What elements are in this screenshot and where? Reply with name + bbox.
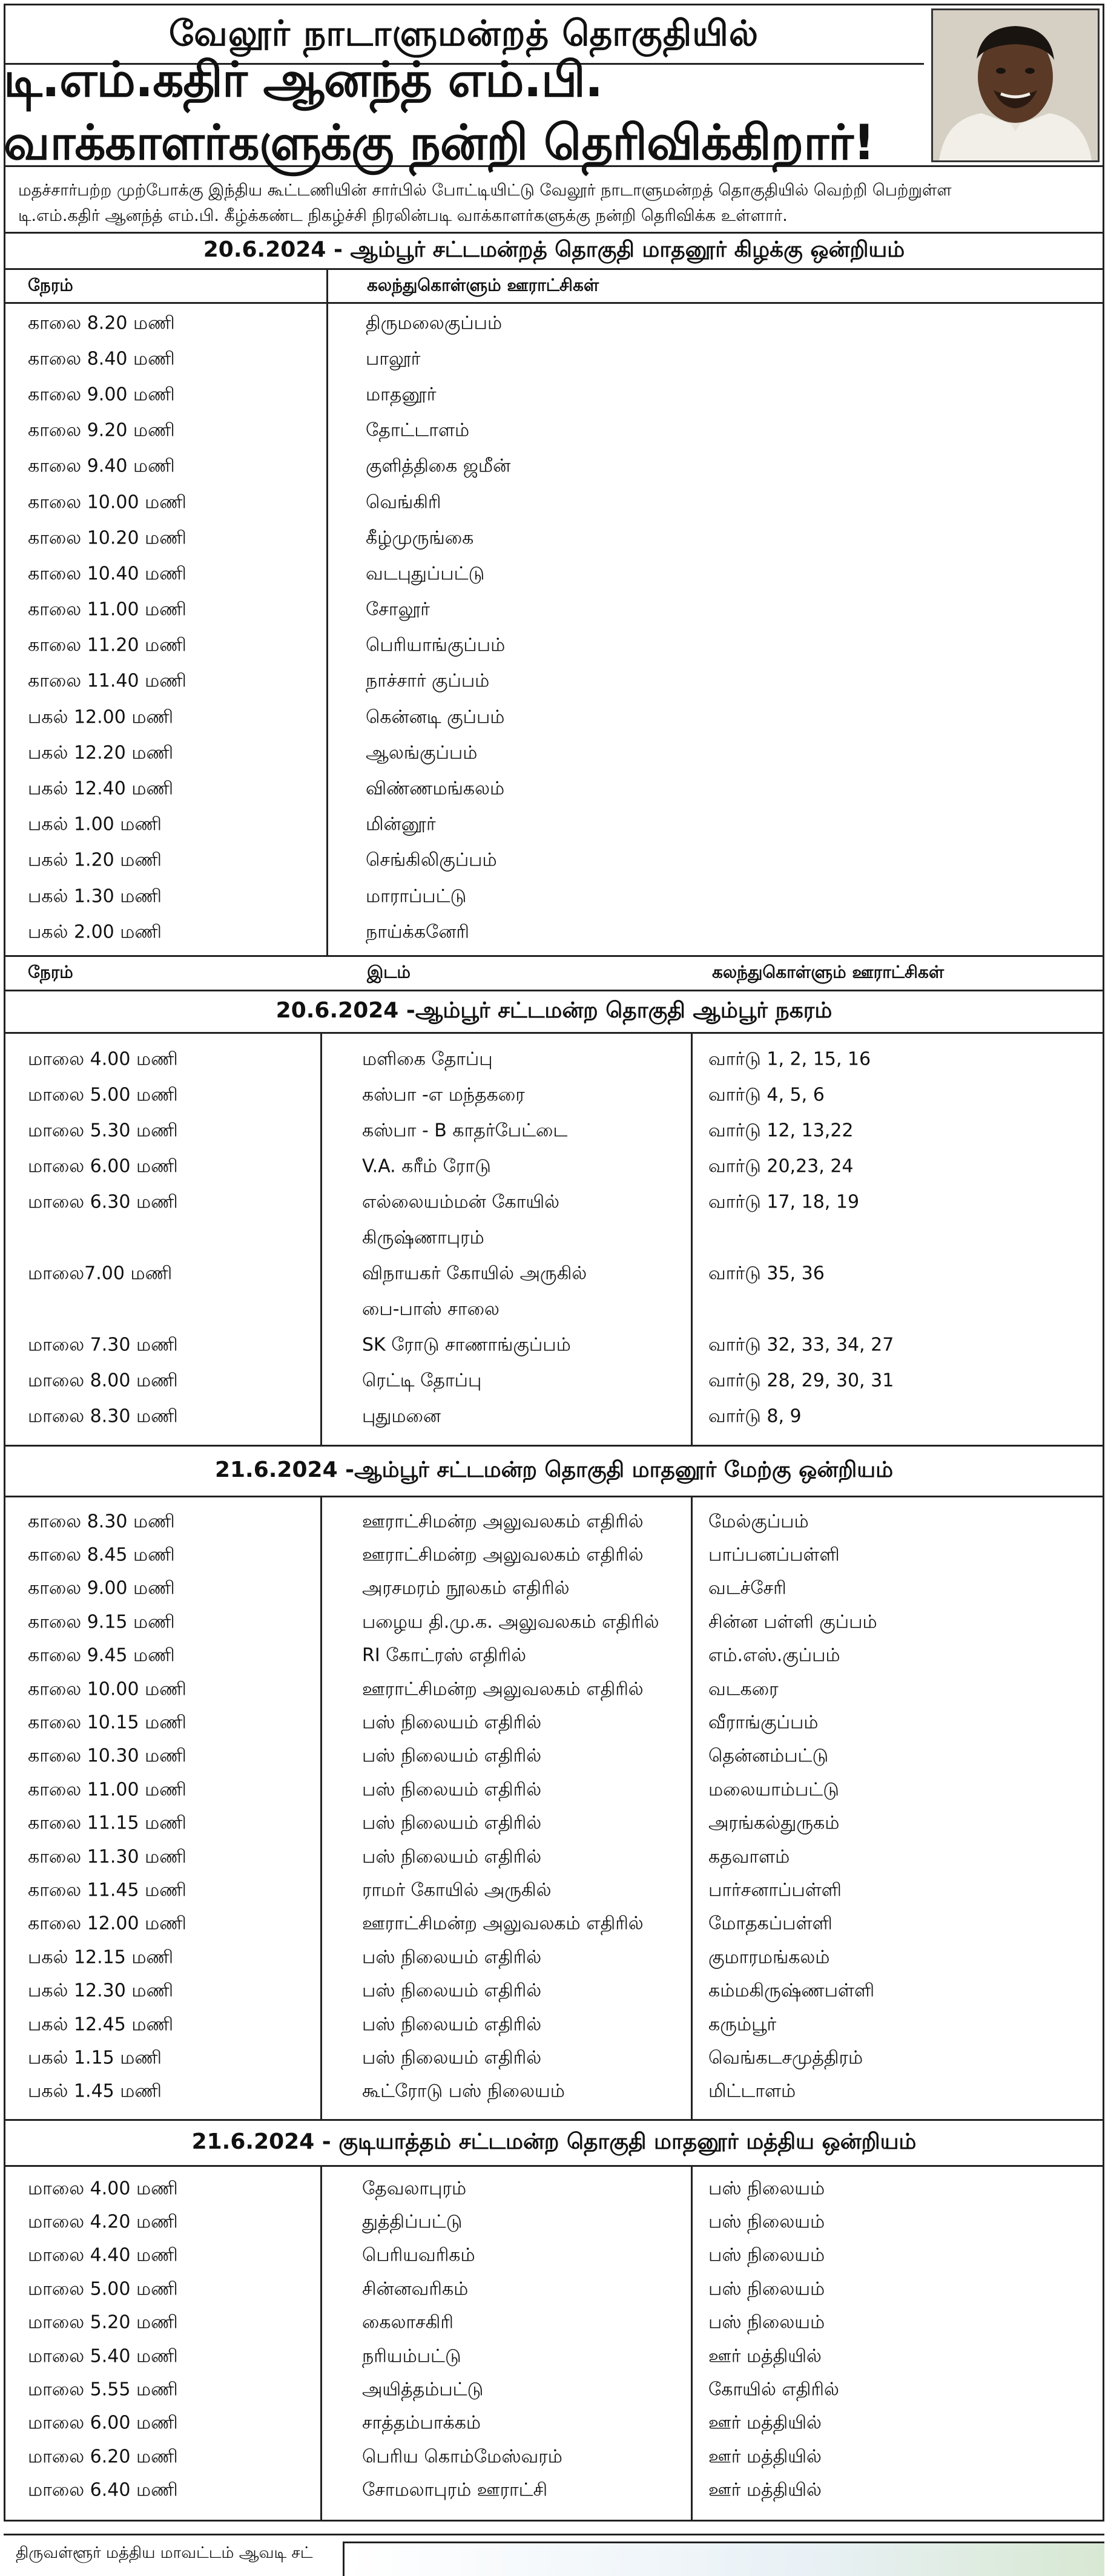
time-cell: காலை 11.15 மணி <box>28 1812 186 1834</box>
header-line-1: வேலூர் நாடாளுமன்றத் தொகுதியில் <box>4 8 924 65</box>
time-cell: பகல் 1.45 மணி <box>28 2080 162 2102</box>
intro-paragraph <box>4 167 1104 234</box>
section3-rows <box>4 1497 1104 2109</box>
village-cell: தேவலாபுரம் <box>362 2178 467 2200</box>
time-cell: காலை 8.40 மணி <box>28 348 175 370</box>
time-cell: காலை 8.45 மணி <box>28 1544 175 1566</box>
place-cell: வடபுதுப்பட்டு <box>366 563 485 585</box>
time-cell: காலை 8.30 மணி <box>28 1511 175 1533</box>
section1-row <box>4 915 1104 951</box>
time-cell: காலை 9.00 மணி <box>28 1577 175 1599</box>
location-cell: ராமர் கோயில் அருகில் <box>362 1879 552 1901</box>
section2-row <box>4 1221 1104 1257</box>
section2-row <box>4 1185 1104 1221</box>
location-cell: அரசமரம் நூலகம் எதிரில் <box>362 1577 570 1599</box>
section4-table <box>4 2167 1104 2522</box>
place-cell: கீழ்முருங்கை <box>366 527 474 549</box>
place-cell: தோட்டாளம் <box>366 419 470 441</box>
section3-row <box>4 1975 1104 2008</box>
section1-row <box>4 342 1104 378</box>
location-cell: பை-பாஸ் சாலை <box>362 1298 500 1319</box>
section4-row <box>4 2206 1104 2239</box>
village-cell: மேல்குப்பம் <box>708 1511 809 1533</box>
place-cell: கென்னடி குப்பம் <box>366 706 505 728</box>
ward-cell: வார்டு 4, 5, 6 <box>708 1084 825 1105</box>
location-cell: பஸ் நிலையம் எதிரில் <box>362 1779 542 1801</box>
village-cell: அயித்தம்பட்டு <box>362 2379 484 2400</box>
time-cell: காலை 11.00 மணி <box>28 1779 186 1801</box>
location-cell: V.A. கரீம் ரோடு <box>362 1155 491 1177</box>
time-cell: மாலை 5.55 மணி <box>28 2379 178 2400</box>
section4-rows <box>4 2167 1104 2508</box>
place-cell: பாலூர் <box>366 348 421 370</box>
village-cell: சின்ன பள்ளி குப்பம் <box>708 1611 877 1633</box>
village-cell: வடகரை <box>708 1678 779 1700</box>
ward-cell: வார்டு 32, 33, 34, 27 <box>708 1334 894 1355</box>
time-cell: மாலை 5.30 மணி <box>28 1120 178 1141</box>
time-cell: மாலை 8.30 மணி <box>28 1405 178 1427</box>
village-cell: கம்மகிருஷ்ணபள்ளி <box>708 1980 875 2002</box>
section1-row <box>4 844 1104 879</box>
location-cell: கிருஷ்ணாபுரம் <box>362 1227 484 1248</box>
candidate-portrait-icon <box>933 10 1098 160</box>
section3-title: 21.6.2024 -ஆம்பூர் சட்டமன்ற தொகுதி மாதனூர் மேற்கு ஒன்றியம் <box>4 1447 1104 1497</box>
location-cell: பஸ் நிலையம் எதிரில் <box>362 1980 542 2002</box>
section3-row <box>4 1841 1104 1874</box>
time-cell: பகல் 12.20 மணி <box>28 742 174 764</box>
venue-cell: பஸ் நிலையம் <box>708 2211 825 2233</box>
section4-row <box>4 2173 1104 2206</box>
location-cell: ஊராட்சிமன்ற அலுவலகம் எதிரில் <box>362 1544 644 1566</box>
time-cell: பகல் 12.00 மணி <box>28 706 174 728</box>
time-cell: காலை 9.45 மணி <box>28 1644 175 1666</box>
time-cell: மாலை 4.40 மணி <box>28 2244 178 2266</box>
time-cell: மாலை 6.30 மணி <box>28 1191 178 1212</box>
section3-row <box>4 1539 1104 1572</box>
section1-row <box>4 378 1104 413</box>
time-cell: காலை 10.30 மணி <box>28 1745 186 1767</box>
section3-table <box>4 1497 1104 2121</box>
time-cell: காலை 11.45 மணி <box>28 1879 186 1901</box>
time-cell: மாலை 4.00 மணி <box>28 2178 178 2200</box>
section3-row <box>4 1808 1104 1841</box>
venue-cell: ஊர் மத்தியில் <box>708 2446 822 2468</box>
section4-row <box>4 2475 1104 2508</box>
time-cell: காலை 10.15 மணி <box>28 1712 186 1733</box>
next-notice-image <box>343 2542 1104 2576</box>
time-cell: காலை 10.00 மணி <box>28 1678 186 1700</box>
place-cell: விண்ணமங்கலம் <box>366 778 505 800</box>
section1-row <box>4 306 1104 342</box>
section2-col-time: நேரம் <box>28 962 73 982</box>
location-cell: SK ரோடு சாணாங்குப்பம் <box>362 1334 571 1355</box>
section1-row <box>4 450 1104 485</box>
village-cell: பெரிய கொம்மேஸ்வரம் <box>362 2446 562 2468</box>
time-cell: காலை 9.15 மணி <box>28 1611 175 1633</box>
section2-table <box>4 1034 1104 1447</box>
section3-row <box>4 2042 1104 2075</box>
section2-row <box>4 1364 1104 1399</box>
section1-column-header <box>4 270 1104 304</box>
section4-row <box>4 2341 1104 2374</box>
section2-row <box>4 1042 1104 1078</box>
section3-row <box>4 1573 1104 1606</box>
time-cell: மாலை 5.00 மணி <box>28 2278 178 2300</box>
time-cell: பகல் 12.15 மணி <box>28 1947 174 1968</box>
section1-row <box>4 665 1104 700</box>
candidate-photo <box>931 8 1100 162</box>
village-cell: சின்னவரிகம் <box>362 2278 469 2300</box>
section1-row <box>4 485 1104 521</box>
village-cell: எம்.எஸ்.குப்பம் <box>708 1644 840 1666</box>
section2-row <box>4 1149 1104 1185</box>
place-cell: பெரியாங்குப்பம் <box>366 634 506 656</box>
location-cell: கூட்ரோடு பஸ் நிலையம் <box>362 2080 565 2102</box>
section1-row <box>4 808 1104 844</box>
ward-cell: வார்டு 17, 18, 19 <box>708 1191 860 1212</box>
time-cell: மாலை 6.00 மணி <box>28 2412 178 2434</box>
section1-row <box>4 521 1104 557</box>
place-cell: திருமலைகுப்பம் <box>366 312 503 334</box>
village-cell: சாத்தம்பாக்கம் <box>362 2412 481 2434</box>
village-cell: கரும்பூர் <box>708 2014 777 2036</box>
time-cell: காலை 9.00 மணி <box>28 384 175 406</box>
location-cell: பஸ் நிலையம் எதிரில் <box>362 1812 542 1834</box>
location-cell: பஸ் நிலையம் எதிரில் <box>362 1745 542 1767</box>
time-cell: பகல் 12.40 மணி <box>28 778 174 800</box>
section3-row <box>4 2009 1104 2042</box>
section4-row <box>4 2273 1104 2307</box>
location-cell: பஸ் நிலையம் எதிரில் <box>362 2014 542 2036</box>
location-cell: புதுமனை <box>362 1405 441 1427</box>
location-cell: பஸ் நிலையம் எதிரில் <box>362 1846 542 1868</box>
ward-cell: வார்டு 12, 13,22 <box>708 1120 854 1141</box>
section2-row <box>4 1292 1104 1328</box>
place-cell: நாச்சார் குப்பம் <box>366 670 490 692</box>
place-cell: குளித்திகை ஜமீன் <box>366 455 511 477</box>
section1-table <box>4 304 1104 955</box>
section3-row <box>4 1741 1104 1774</box>
section4-row <box>4 2374 1104 2407</box>
time-cell: காலை 10.00 மணி <box>28 491 186 513</box>
section4-title: 21.6.2024 - குடியாத்தம் சட்டமன்ற தொகுதி மாதனூர் மத்திய ஒன்றியம் <box>4 2121 1104 2167</box>
section3-row <box>4 1707 1104 1740</box>
section2-rows <box>4 1034 1104 1435</box>
venue-cell: பஸ் நிலையம் <box>708 2278 825 2300</box>
ward-cell: வார்டு 20,23, 24 <box>708 1155 854 1177</box>
section4-row <box>4 2307 1104 2341</box>
location-cell: பஸ் நிலையம் எதிரில் <box>362 1712 542 1733</box>
section1-row <box>4 736 1104 772</box>
village-cell: கதவாளம் <box>708 1846 790 1868</box>
time-cell: காலை 11.00 மணி <box>28 599 186 620</box>
location-cell: ரெட்டி தோப்பு <box>362 1370 482 1391</box>
location-cell: விநாயகர் கோயில் அருகில் <box>362 1263 587 1284</box>
time-cell: மாலை 5.20 மணி <box>28 2312 178 2333</box>
next-notice-strip <box>4 2534 1104 2572</box>
section1-rows <box>4 304 1104 951</box>
section2-row <box>4 1078 1104 1114</box>
section3-row <box>4 1640 1104 1674</box>
section2-row <box>4 1399 1104 1435</box>
venue-cell: பஸ் நிலையம் <box>708 2312 825 2333</box>
time-cell: மாலை7.00 மணி <box>28 1263 173 1284</box>
section1-row <box>4 772 1104 807</box>
header <box>4 4 1104 171</box>
venue-cell: கோயில் எதிரில் <box>708 2379 839 2400</box>
time-cell: பகல் 12.45 மணி <box>28 2014 174 2036</box>
village-cell: நரியம்பட்டு <box>362 2345 461 2367</box>
place-cell: நாய்க்கனேரி <box>366 921 470 943</box>
location-cell: RI கோட்ரஸ் எதிரில் <box>362 1644 527 1666</box>
place-cell: ஆலங்குப்பம் <box>366 742 478 764</box>
ward-cell: வார்டு 35, 36 <box>708 1263 825 1284</box>
time-cell: காலை 10.40 மணி <box>28 563 186 585</box>
section3-row <box>4 1774 1104 1807</box>
time-cell: மாலை 6.00 மணி <box>28 1155 178 1177</box>
header-line-2: டி.எம்.கதிர் ஆனந்த் எம்.பி. வாக்காளர்களுக்கு நன்றி தெரிவிக்கிறார்! <box>4 51 875 171</box>
section1-row <box>4 557 1104 593</box>
section3-row <box>4 1908 1104 1942</box>
time-cell: காலை 9.40 மணி <box>28 455 175 477</box>
time-cell: மாலை 5.40 மணி <box>28 2345 178 2367</box>
section3-row <box>4 1506 1104 1539</box>
ward-cell: வார்டு 1, 2, 15, 16 <box>708 1048 871 1070</box>
section1-row <box>4 879 1104 915</box>
section3-row <box>4 1606 1104 1640</box>
section1-title: 20.6.2024 - ஆம்பூர் சட்டமன்றத் தொகுதி மாதனூர் கிழக்கு ஒன்றியம் <box>4 234 1104 270</box>
time-cell: காலை 12.00 மணி <box>28 1913 186 1934</box>
time-cell: மாலை 4.20 மணி <box>28 2211 178 2233</box>
venue-cell: ஊர் மத்தியில் <box>708 2479 822 2501</box>
time-cell: மாலை 6.20 மணி <box>28 2446 178 2468</box>
village-cell: துத்திப்பட்டு <box>362 2211 463 2233</box>
venue-cell: ஊர் மத்தியில் <box>708 2345 822 2367</box>
time-cell: பகல் 1.20 மணி <box>28 849 162 871</box>
location-cell: பழைய தி.மு.க. அலுவலகம் எதிரில் <box>362 1611 659 1633</box>
time-cell: பகல் 1.15 மணி <box>28 2047 162 2069</box>
location-cell: ஊராட்சிமன்ற அலுவலகம் எதிரில் <box>362 1511 644 1533</box>
place-cell: மாதனூர் <box>366 384 437 406</box>
section2-row <box>4 1114 1104 1149</box>
place-cell: வெங்கிரி <box>366 491 441 513</box>
location-cell: பஸ் நிலையம் எதிரில் <box>362 2047 542 2069</box>
venue-cell: பஸ் நிலையம் <box>708 2244 825 2266</box>
village-cell: மலையாம்பட்டு <box>708 1779 839 1801</box>
time-cell: மாலை 6.40 மணி <box>28 2479 178 2501</box>
section2-row <box>4 1257 1104 1292</box>
location-cell: எல்லையம்மன் கோயில் <box>362 1191 560 1212</box>
section3-row <box>4 1874 1104 1908</box>
place-cell: செங்கிலிகுப்பம் <box>366 849 497 871</box>
time-cell: பகல் 2.00 மணி <box>28 921 162 943</box>
village-cell: மிட்டாளம் <box>708 2080 796 2102</box>
ward-cell: வார்டு 28, 29, 30, 31 <box>708 1370 894 1391</box>
section2-col-place: இடம் <box>367 962 411 982</box>
village-cell: மோதகப்பள்ளி <box>708 1913 833 1934</box>
location-cell: கஸ்பா - B காதர்பேட்டை <box>362 1120 568 1141</box>
section1-row <box>4 700 1104 736</box>
time-cell: மாலை 8.00 மணி <box>28 1370 178 1391</box>
time-cell: மாலை 7.30 மணி <box>28 1334 178 1355</box>
section3-row <box>4 2076 1104 2109</box>
place-cell: சோலூர் <box>366 599 430 620</box>
ward-cell: வார்டு 8, 9 <box>708 1405 802 1427</box>
place-cell: மின்னூர் <box>366 813 436 835</box>
section1-row <box>4 414 1104 450</box>
section2-col-wards: கலந்துகொள்ளும் ஊராட்சிகள் <box>712 962 945 982</box>
village-cell: பெரியவரிகம் <box>362 2244 475 2266</box>
village-cell: வீராங்குப்பம் <box>708 1712 819 1733</box>
village-cell: தென்னம்பட்டு <box>708 1745 829 1767</box>
intro-line-2: டி.எம்.கதிர் ஆனந்த் எம்.பி. கீழ்க்கண்ட நிகழ்ச்சி நிரலின்படி வாக்காளர்களுக்கு நன்றி தெரிவிக்க உள்ளார். <box>18 206 788 225</box>
section1-row <box>4 629 1104 665</box>
section1-col-time: நேரம் <box>28 275 73 295</box>
time-cell: காலை 11.40 மணி <box>28 670 186 692</box>
section1-row <box>4 593 1104 629</box>
section2-title: 20.6.2024 -ஆம்பூர் சட்டமன்ற தொகுதி ஆம்பூர் நகரம் <box>4 991 1104 1034</box>
village-cell: பாப்பனப்பள்ளி <box>708 1544 840 1566</box>
time-cell: காலை 9.20 மணி <box>28 419 175 441</box>
section2-column-header <box>4 955 1104 991</box>
intro-line-1: மதச்சார்பற்ற முற்போக்கு இந்திய கூட்டணியின் சார்பில் போட்டியிட்டு வேலூர் நாடாளுமன்றத் தொகுதியில் வெற்றி பெற்றுள்ள <box>18 181 952 200</box>
section1-col-places: கலந்துகொள்ளும் ஊராட்சிகள் <box>367 275 599 295</box>
location-cell: ஊராட்சிமன்ற அலுவலகம் எதிரில் <box>362 1678 644 1700</box>
venue-cell: ஊர் மத்தியில் <box>708 2412 822 2434</box>
section3-row <box>4 1674 1104 1707</box>
section4-row <box>4 2240 1104 2273</box>
location-cell: பஸ் நிலையம் எதிரில் <box>362 1947 542 1968</box>
venue-cell: பஸ் நிலையம் <box>708 2178 825 2200</box>
village-cell: பார்சனாப்பள்ளி <box>708 1879 842 1901</box>
section3-row <box>4 1942 1104 1975</box>
village-cell: சோமலாபுரம் ஊராட்சி <box>362 2479 548 2501</box>
village-cell: கைலாசகிரி <box>362 2312 453 2333</box>
time-cell: காலை 11.30 மணி <box>28 1846 186 1868</box>
village-cell: குமாரமங்கலம் <box>708 1947 830 1968</box>
time-cell: பகல் 1.30 மணி <box>28 886 162 907</box>
village-cell: அரங்கல்துருகம் <box>708 1812 840 1834</box>
section2-row <box>4 1328 1104 1364</box>
location-cell: கஸ்பா -எ மந்தகரை <box>362 1084 525 1105</box>
place-cell: மாராப்பட்டு <box>366 886 467 907</box>
time-cell: காலை 8.20 மணி <box>28 312 175 334</box>
time-cell: காலை 11.20 மணி <box>28 634 186 656</box>
village-cell: வெங்கடசமுத்திரம் <box>708 2047 863 2069</box>
section4-row <box>4 2408 1104 2441</box>
location-cell: ஊராட்சிமன்ற அலுவலகம் எதிரில் <box>362 1913 644 1934</box>
location-cell: மளிகை தோப்பு <box>362 1048 493 1070</box>
section4-row <box>4 2441 1104 2474</box>
next-notice-text: திருவள்ளூர் மத்திய மாவட்டம் ஆவடி சட் <box>16 2544 313 2562</box>
time-cell: மாலை 4.00 மணி <box>28 1048 178 1070</box>
village-cell: வடச்சேரி <box>708 1577 786 1599</box>
time-cell: காலை 10.20 மணி <box>28 527 186 549</box>
time-cell: மாலை 5.00 மணி <box>28 1084 178 1105</box>
time-cell: பகல் 12.30 மணி <box>28 1980 174 2002</box>
time-cell: பகல் 1.00 மணி <box>28 813 162 835</box>
